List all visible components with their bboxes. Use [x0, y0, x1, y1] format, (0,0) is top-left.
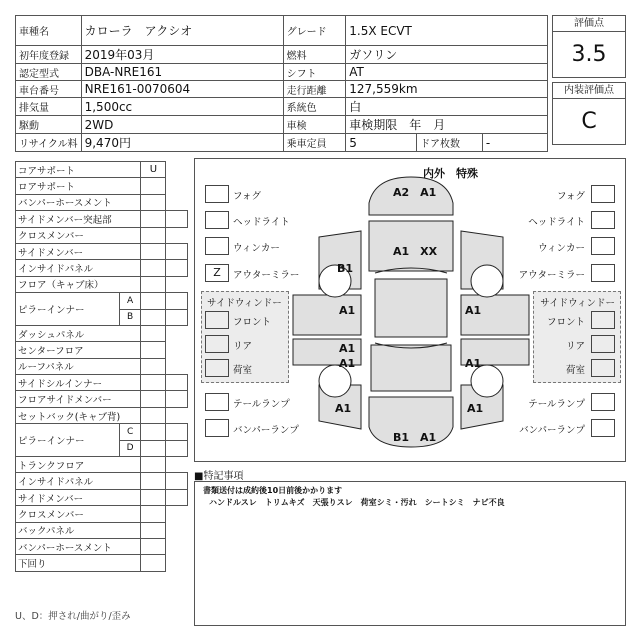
first-registration-label: 初年度登録	[16, 46, 82, 64]
frame-part-label: ピラーインナー	[16, 293, 120, 326]
frame-part-cell[interactable]	[141, 276, 166, 292]
left-winker-label: ウィンカー	[233, 243, 280, 254]
frame-part-blank	[166, 358, 188, 374]
capacity-value: 5	[346, 134, 417, 152]
interior-grade-box	[552, 82, 626, 145]
frame-row	[16, 407, 188, 423]
frame-part-label: インサイドパネル	[16, 473, 141, 489]
left-fog-checkbox[interactable]	[205, 185, 229, 203]
mark-right-rear-door: A1	[465, 357, 482, 370]
model-code-value: DBA-NRE161	[81, 64, 283, 81]
vehicle-info-table	[15, 15, 548, 152]
frame-row	[16, 473, 188, 489]
right-winker-label: ウィンカー	[538, 243, 585, 254]
frame-row	[16, 555, 188, 571]
chassis-number-label: 車台番号	[16, 81, 82, 98]
frame-part-cell[interactable]	[141, 506, 166, 522]
drive-value: 2WD	[81, 116, 283, 134]
frame-part-label: 下回り	[16, 555, 141, 571]
right-rear-window-label: リア	[565, 341, 585, 352]
frame-row	[16, 162, 188, 178]
frame-part-left-cell[interactable]	[141, 424, 166, 440]
frame-part-right-cell[interactable]	[166, 309, 188, 325]
frame-part-left-cell[interactable]	[141, 440, 166, 456]
frame-part-label: クロスメンバー	[16, 506, 141, 522]
frame-row	[16, 391, 188, 407]
capacity-label: 乗車定員	[283, 134, 346, 152]
left-tail-lamp-label: テールランプ	[233, 399, 290, 410]
frame-part-left-cell[interactable]	[141, 293, 166, 309]
interior-grade-label: 内装評価点	[553, 83, 625, 99]
frame-row	[16, 506, 188, 522]
frame-part-blank	[166, 522, 188, 538]
right-tail-lamp-label: テールランプ	[528, 399, 585, 410]
frame-part-blank	[166, 325, 188, 341]
frame-part-cell[interactable]	[141, 325, 166, 341]
model-name-label: 車種名	[16, 16, 82, 46]
frame-part-label: バックパネル	[16, 522, 141, 538]
frame-part-label: トランクフロア	[16, 457, 141, 473]
frame-part-right-cell[interactable]	[166, 293, 188, 309]
legend: U、D：押され/曲がり/歪み	[15, 611, 131, 622]
inspection-label: 車検	[283, 116, 346, 134]
frame-row	[16, 489, 188, 505]
color-value: 白	[346, 98, 548, 116]
fuel-value: ガソリン	[346, 46, 548, 64]
frame-part-cell[interactable]	[141, 522, 166, 538]
left-bumper-lamp-checkbox[interactable]	[205, 419, 229, 437]
right-luggage-checkbox[interactable]	[591, 359, 615, 377]
grade-label: グレード	[283, 16, 346, 46]
frame-part-label: インサイドパネル	[16, 260, 141, 276]
frame-part-blank	[166, 407, 188, 423]
frame-part-label: クロスメンバー	[16, 227, 141, 243]
mark-hood: A1 XX	[393, 245, 438, 258]
frame-part-sub-label: C	[119, 424, 141, 440]
left-luggage-checkbox[interactable]	[205, 359, 229, 377]
frame-part-blank	[166, 506, 188, 522]
fuel-label: 燃料	[283, 46, 346, 64]
right-fog-checkbox[interactable]	[591, 185, 615, 203]
frame-part-label: ルーフパネル	[16, 358, 141, 374]
frame-part-blank	[166, 227, 188, 243]
left-front-window-label: フロント	[233, 317, 272, 328]
frame-part-label: フロアサイドメンバー	[16, 391, 141, 407]
left-bumper-lamp-label: バンパーランプ	[233, 425, 299, 436]
frame-part-left-cell[interactable]	[141, 489, 166, 505]
frame-part-label: ダッシュパネル	[16, 325, 141, 341]
color-label: 系統色	[283, 98, 346, 116]
frame-part-sub-label: D	[119, 440, 141, 456]
frame-part-cell[interactable]	[141, 555, 166, 571]
mark-left-fender: B1	[337, 262, 354, 275]
diagram-title: 内外 特殊	[423, 167, 478, 180]
notes-box	[194, 481, 626, 626]
frame-row	[16, 538, 188, 554]
frame-part-label: ピラーインナー	[16, 424, 120, 457]
frame-part-left-cell[interactable]	[141, 260, 166, 276]
frame-row	[16, 178, 188, 194]
frame-parts-table	[15, 161, 188, 572]
mark-left-rear-door: A1	[339, 357, 356, 370]
frame-part-cell[interactable]	[141, 538, 166, 554]
mark-front-bumper: A2 A1	[393, 186, 437, 199]
frame-part-left-cell[interactable]	[141, 473, 166, 489]
recycle-fee-value: 9,470円	[81, 134, 283, 152]
frame-part-left-cell[interactable]	[141, 309, 166, 325]
frame-row	[16, 358, 188, 374]
inspection-value: 車検期限 年 月	[346, 116, 548, 134]
right-winker-checkbox[interactable]	[591, 237, 615, 255]
displacement-value: 1,500cc	[81, 98, 283, 116]
right-outer-mirror-label: アウターミラー	[518, 270, 585, 281]
frame-part-right-cell[interactable]	[166, 473, 188, 489]
right-headlight-label: ヘッドライト	[528, 217, 585, 228]
shift-label: シフト	[283, 64, 346, 81]
frame-row	[16, 293, 188, 309]
right-bumper-lamp-checkbox[interactable]	[591, 419, 615, 437]
car-wheel-fr	[471, 265, 503, 297]
frame-part-blank	[166, 457, 188, 473]
frame-row	[16, 276, 188, 292]
right-outer-mirror-checkbox[interactable]	[591, 264, 615, 282]
frame-part-cell[interactable]: U	[141, 162, 166, 178]
frame-part-left-cell[interactable]	[141, 391, 166, 407]
frame-part-right-cell[interactable]	[166, 211, 188, 227]
right-bumper-lamp-label: バンパーランプ	[519, 425, 585, 436]
left-outer-mirror-checkbox[interactable]: Z	[205, 264, 229, 282]
frame-part-cell[interactable]	[141, 194, 166, 210]
frame-part-blank	[166, 342, 188, 358]
frame-part-label: バンパーホースメント	[16, 538, 141, 554]
frame-part-sub-label: A	[119, 293, 141, 309]
mark-left-rear-door-top: A1	[339, 342, 356, 355]
mark-right-quarter: A1	[467, 402, 484, 415]
left-headlight-checkbox[interactable]	[205, 211, 229, 229]
left-outer-mirror-label: アウターミラー	[233, 270, 300, 281]
frame-part-cell[interactable]	[141, 358, 166, 374]
frame-part-label: バンパーホースメント	[16, 194, 141, 210]
grade-box	[552, 15, 626, 78]
car-roof	[375, 279, 447, 337]
frame-part-right-cell[interactable]	[166, 440, 188, 456]
frame-part-cell[interactable]	[141, 457, 166, 473]
right-front-window-checkbox[interactable]	[591, 311, 615, 329]
right-fog-label: フォグ	[556, 191, 585, 202]
chassis-number-value: NRE161-0070604	[81, 81, 283, 98]
frame-part-right-cell[interactable]	[166, 260, 188, 276]
frame-part-sub-label: B	[119, 309, 141, 325]
notes-header: ■特記事項	[194, 471, 244, 482]
frame-part-label: サイドメンバー	[16, 489, 141, 505]
left-side-window-label: サイドウィンドー	[207, 298, 282, 309]
frame-part-right-cell[interactable]	[166, 375, 188, 391]
frame-part-cell[interactable]	[141, 342, 166, 358]
frame-part-blank	[166, 194, 188, 210]
frame-part-blank	[166, 162, 188, 178]
frame-part-blank	[166, 555, 188, 571]
mark-left-front-door: A1	[339, 304, 356, 317]
frame-part-left-cell[interactable]	[141, 211, 166, 227]
recycle-fee-label: リサイクル料	[16, 134, 82, 152]
frame-part-blank	[166, 538, 188, 554]
grade-box-value: 3.5	[571, 42, 607, 67]
right-luggage-label: 荷室	[565, 365, 585, 376]
frame-row	[16, 260, 188, 276]
frame-part-label: セットバック(キャブ背)	[16, 407, 141, 423]
right-side-window-label: サイドウィンドー	[540, 298, 615, 309]
frame-part-cell[interactable]	[141, 407, 166, 423]
right-headlight-checkbox[interactable]	[591, 211, 615, 229]
grade-box-label: 評価点	[553, 16, 625, 32]
right-rear-window-checkbox[interactable]	[591, 335, 615, 353]
frame-row	[16, 243, 188, 259]
left-headlight-label: ヘッドライト	[233, 217, 290, 228]
frame-part-label: サイドメンバー突起部	[16, 211, 141, 227]
car-diagram	[194, 158, 626, 462]
car-trunk	[371, 345, 451, 391]
frame-row	[16, 457, 188, 473]
frame-part-right-cell[interactable]	[166, 489, 188, 505]
frame-part-blank	[166, 276, 188, 292]
frame-row	[16, 194, 188, 210]
right-front-window-label: フロント	[546, 317, 585, 328]
shift-value: AT	[346, 64, 548, 81]
frame-row	[16, 211, 188, 227]
notes-line-1: 書類送付は成約後10日前後かかります	[203, 486, 343, 495]
frame-row	[16, 227, 188, 243]
left-rear-window-label: リア	[233, 341, 253, 352]
drive-label: 駆動	[16, 116, 82, 134]
frame-part-label: サイドシルインナー	[16, 375, 141, 391]
displacement-label: 排気量	[16, 98, 82, 116]
interior-grade-value: C	[581, 109, 597, 134]
frame-part-right-cell[interactable]	[166, 424, 188, 440]
first-registration-value: 2019年03月	[81, 46, 283, 64]
frame-part-label: ロアサポート	[16, 178, 141, 194]
model-name-value: カローラ アクシオ	[81, 16, 283, 46]
frame-part-left-cell[interactable]	[141, 243, 166, 259]
mileage-label: 走行距離	[283, 81, 346, 98]
left-winker-checkbox[interactable]	[205, 237, 229, 255]
left-fog-label: フォグ	[233, 191, 262, 202]
door-count-value: -	[482, 134, 547, 152]
frame-part-label: フロア（キャブ床）	[16, 276, 141, 292]
mark-right-front-door: A1	[465, 304, 482, 317]
left-tail-lamp-checkbox[interactable]	[205, 393, 229, 411]
frame-part-cell[interactable]	[141, 178, 166, 194]
right-tail-lamp-checkbox[interactable]	[591, 393, 615, 411]
frame-part-label: コアサポート	[16, 162, 141, 178]
door-count-label: ドア枚数	[417, 134, 483, 152]
frame-row	[16, 342, 188, 358]
frame-part-right-cell[interactable]	[166, 243, 188, 259]
frame-row	[16, 325, 188, 341]
frame-part-blank	[166, 178, 188, 194]
left-front-window-checkbox[interactable]	[205, 311, 229, 329]
frame-part-label: サイドメンバー	[16, 243, 141, 259]
frame-part-label: センターフロア	[16, 342, 141, 358]
frame-part-left-cell[interactable]	[141, 375, 166, 391]
frame-row	[16, 522, 188, 538]
frame-part-cell[interactable]	[141, 227, 166, 243]
mark-rear-bumper: B1 A1	[393, 431, 437, 444]
left-rear-window-checkbox[interactable]	[205, 335, 229, 353]
notes-line-2: ハンドルスレ トリムキズ 天張りスレ 荷室シミ・汚れ シートシミ ナビ不良	[209, 498, 505, 507]
frame-part-right-cell[interactable]	[166, 391, 188, 407]
left-luggage-label: 荷室	[233, 365, 253, 376]
mark-left-quarter: A1	[335, 402, 352, 415]
frame-row	[16, 424, 188, 440]
model-code-label: 認定型式	[16, 64, 82, 81]
grade-value: 1.5X ECVT	[346, 16, 548, 46]
mileage-value: 127,559km	[346, 81, 548, 98]
frame-row	[16, 375, 188, 391]
